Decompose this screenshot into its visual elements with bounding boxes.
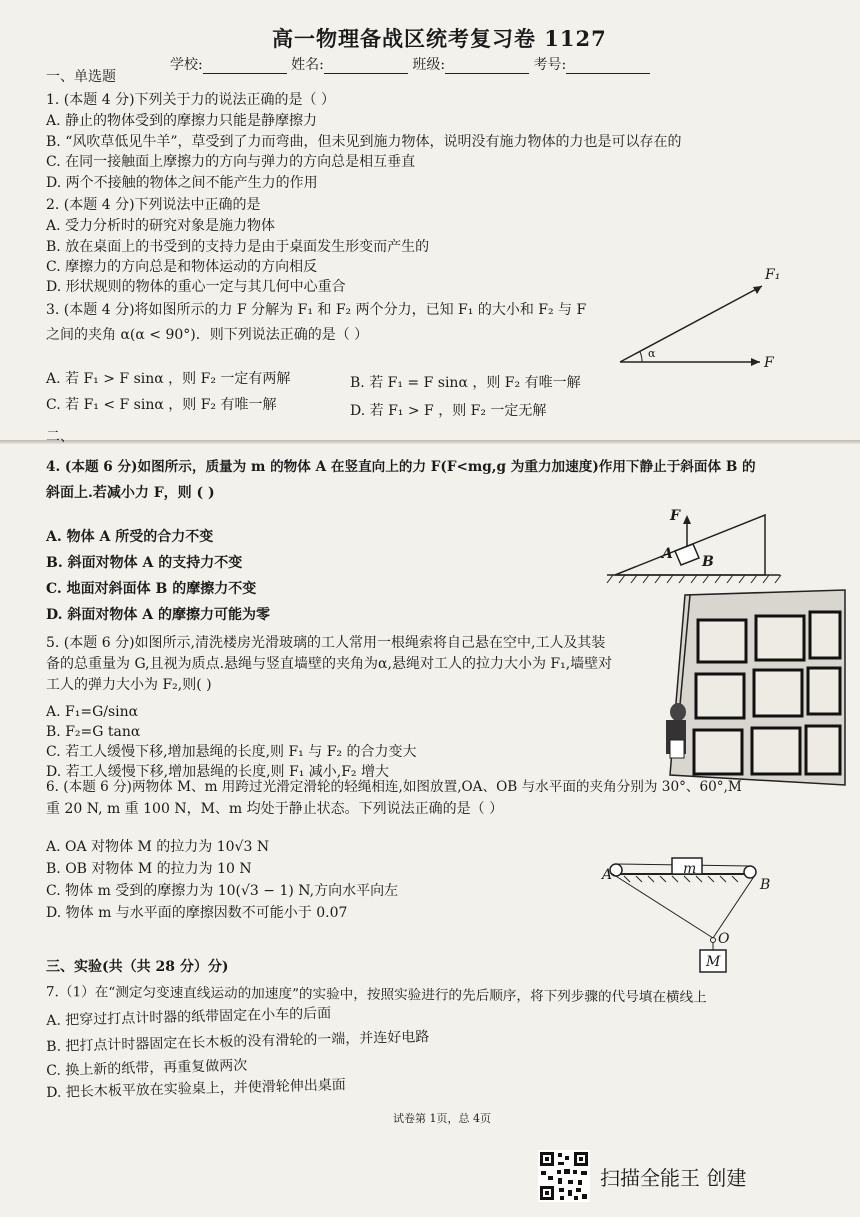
- exam-no-label: 考号:: [533, 57, 567, 73]
- scanner-watermark-text: 扫描全能王 创建: [600, 1166, 747, 1190]
- q5-stem-line1: 5. (本题 6 分)如图所示,清洗楼房光滑玻璃的工人常用一根绳索将自己悬在空中,工人及其装: [46, 635, 606, 651]
- q3-option-b: B. 若 F₁ = F sinα ，则 F₂ 有唯一解: [350, 375, 581, 391]
- q3-fig-f-label: F: [764, 355, 774, 371]
- section-2-heading: 二、: [46, 429, 74, 445]
- q4-stem-line2: 斜面上.若减小力 F，则 ( ): [46, 485, 215, 501]
- q6-option-c: C. 物体 m 受到的摩擦力为 10(√3 − 1) N,方向水平向左: [46, 883, 399, 899]
- ground-hatching: [607, 575, 781, 583]
- block-a: [675, 544, 699, 565]
- q2-option-c: C. 摩擦力的方向总是和物体运动的方向相反: [46, 259, 318, 275]
- q5-window-cleaner-illustration: [650, 590, 850, 785]
- qr-code-icon: [538, 1150, 590, 1202]
- worker-head: [670, 703, 686, 721]
- page-fold-shadow: [0, 440, 860, 444]
- q7-step-c: C. 换上新的纸带，再重复做两次: [46, 1057, 248, 1079]
- class-blank[interactable]: [445, 59, 529, 74]
- q5-option-c: C. 若工人缓慢下移,增加悬绳的长度,则 F₁ 与 F₂ 的合力变大: [46, 744, 417, 760]
- q6-option-b: B. OB 对物体 M 的拉力为 10 N: [46, 861, 252, 877]
- q4-fig-a-label: A: [662, 546, 673, 562]
- q2-option-d: D. 形状规则的物体的重心一定与其几何中心重合: [46, 279, 346, 295]
- knot-o: [711, 938, 716, 943]
- f-arrowhead: [751, 358, 760, 366]
- q6-option-d: D. 物体 m 与水平面的摩擦因数不可能小于 0.07: [46, 905, 348, 921]
- q4-fig-f-label: F: [670, 508, 680, 524]
- q6-fig-o-label: O: [718, 931, 730, 947]
- rope-oa: [611, 873, 713, 938]
- q3-option-a: A. 若 F₁ > F sinα ，则 F₂ 一定有两解: [46, 371, 291, 387]
- q2-option-a: A. 受力分析时的研究对象是施力物体: [46, 218, 276, 234]
- water-bucket: [670, 740, 684, 758]
- q6-fig-m-small-label: m: [683, 861, 697, 877]
- section-1-heading: 一、单选题: [46, 69, 116, 85]
- exam-no-blank[interactable]: [566, 59, 650, 74]
- name-blank[interactable]: [324, 59, 408, 74]
- q7-step-d: D. 把长木板平放在实验桌上，并使滑轮伸出桌面: [46, 1077, 346, 1101]
- q4-incline-diagram: [605, 505, 785, 590]
- page-number-info: 试卷第 1页，总 4页: [393, 1112, 491, 1125]
- student-info-row: [170, 56, 650, 74]
- q3-option-c: C. 若 F₁ < F sinα ，则 F₂ 有唯一解: [46, 397, 277, 413]
- q5-option-a: A. F₁=G/sinα: [46, 704, 139, 720]
- q1-stem: 1. (本题 4 分)下列关于力的说法正确的是（ ）: [46, 92, 335, 108]
- q3-force-diagram: [610, 268, 790, 378]
- q6-stem-line1: 6. (本题 6 分)两物体 M、m 用跨过光滑定滑轮的轻绳相连,如图放置,OA、OB 与水平面的夹角分别为 30°、60°,M: [46, 779, 742, 795]
- exam-title: 高一物理备战区统考复习卷 1127: [272, 26, 607, 51]
- school-label: 学校:: [170, 57, 203, 73]
- q6-fig-b-label: B: [760, 877, 771, 893]
- name-label: 姓名:: [291, 57, 324, 73]
- table-hatching: [624, 876, 738, 882]
- q3-fig-f1-label: F₁: [765, 267, 781, 283]
- q4-option-c: C. 地面对斜面体 B 的摩擦力不变: [46, 581, 257, 597]
- q2-option-b: B. 放在桌面上的书受到的支持力是由于桌面发生形变而产生的: [46, 239, 430, 255]
- q6-stem-line2: 重 20 N, m 重 100 N，M、m 均处于静止状态。下列说法正确的是（ ）: [46, 801, 504, 817]
- rope-ob: [713, 875, 755, 938]
- q6-fig-m-big-label: M: [706, 954, 721, 970]
- q7-step-b: B. 把打点计时器固定在长木板的没有滑轮的一端，并连好电路: [46, 1028, 430, 1055]
- q4-option-d: D. 斜面对物体 A 的摩擦力可能为零: [46, 607, 270, 623]
- alpha-arc: [640, 352, 642, 362]
- class-label: 班级:: [412, 57, 446, 73]
- q3-stem-line2: 之间的夹角 α(α < 90°)．则下列说法正确的是（ ）: [46, 327, 369, 343]
- q1-option-b: B. “风吹草低见牛羊”，草受到了力而弯曲，但未见到施力物体，说明没有施力物体的力也是可以存在的: [46, 134, 682, 150]
- q3-stem-line1: 3. (本题 4 分)将如图所示的力 F 分解为 F₁ 和 F₂ 两个分力，已知 F₁ 的大小和 F₂ 与 F: [46, 302, 587, 318]
- q5-option-b: B. F₂=G tanα: [46, 724, 141, 740]
- q6-option-a: A. OA 对物体 M 的拉力为 10√3 N: [46, 839, 270, 855]
- q4-stem-line1: 4. (本题 6 分)如图所示，质量为 m 的物体 A 在竖直向上的力 F(F<mg,g 为重力加速度)作用下静止于斜面体 B 的: [46, 459, 756, 475]
- q7-step-a: A. 把穿过打点计时器的纸带固定在小车的后面: [46, 1005, 332, 1029]
- q1-option-a: A. 静止的物体受到的摩擦力只能是静摩擦力: [46, 113, 318, 129]
- q5-stem-line3: 工人的弹力大小为 F₂,则( ): [46, 677, 212, 693]
- q1-option-c: C. 在同一接触面上摩擦力的方向与弹力的方向总是相互垂直: [46, 154, 416, 170]
- q4-option-b: B. 斜面对物体 A 的支持力不变: [46, 555, 243, 571]
- q5-stem-line2: 备的总重量为 G,且视为质点.悬绳与竖直墙壁的夹角为α,悬绳对工人的拉力大小为 F₁,墙壁对: [46, 656, 613, 672]
- q3-option-d: D. 若 F₁ > F ，则 F₂ 一定无解: [350, 403, 547, 419]
- q2-stem: 2. (本题 4 分)下列说法中正确的是: [46, 197, 261, 213]
- q3-fig-alpha-label: α: [648, 347, 656, 360]
- school-blank[interactable]: [203, 59, 287, 74]
- q6-fig-a-label: A: [602, 867, 613, 883]
- force-f-arrowhead: [683, 515, 691, 524]
- q4-option-a: A. 物体 A 所受的合力不变: [46, 529, 214, 545]
- q4-fig-b-label: B: [702, 554, 714, 570]
- q1-option-d: D. 两个不接触的物体之间不能产生力的作用: [46, 175, 318, 191]
- window-panes: [694, 612, 840, 774]
- q5-option-d: D. 若工人缓慢下移,增加悬绳的长度,则 F₁ 减小,F₂ 增大: [46, 764, 389, 780]
- f1-vector: [620, 286, 762, 362]
- section-3-heading: 三、实验(共（共 28 分）分): [46, 959, 229, 975]
- q7-stem: 7.（1）在“测定匀变速直线运动的加速度”的实验中，按照实验进行的先后顺序，将下列步骤的代号填在横线上: [45, 983, 707, 1006]
